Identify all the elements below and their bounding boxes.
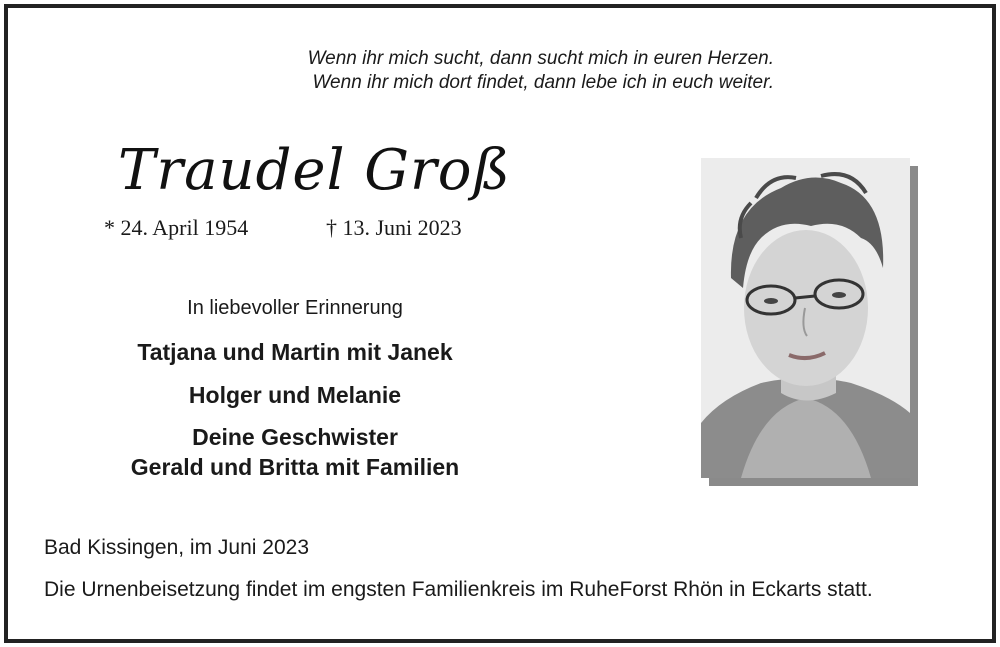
portrait-icon bbox=[701, 158, 910, 478]
deceased-name: Traudel Groß bbox=[118, 138, 511, 203]
death-date: † 13. Juni 2023 bbox=[326, 215, 462, 240]
mourner-family-2: Holger und Melanie bbox=[188, 382, 402, 408]
mourner-family-1: Tatjana und Martin mit Janek bbox=[137, 339, 453, 365]
birth-date: * 24. April 1954 bbox=[104, 215, 249, 240]
portrait-photo bbox=[701, 158, 910, 478]
remembrance-intro: In liebevoller Erinnerung bbox=[187, 297, 403, 319]
mourner-family-3: Deine Geschwister bbox=[192, 424, 398, 450]
quote-line-1: Wenn ihr mich sucht, dann sucht mich in euren Herzen. bbox=[307, 48, 774, 69]
quote-line-2: Wenn ihr mich dort findet, dann lebe ich in euch weiter. bbox=[312, 72, 774, 93]
place-and-date: Bad Kissingen, im Juni 2023 bbox=[44, 536, 309, 559]
mourner-family-4: Gerald und Britta mit Familien bbox=[130, 454, 460, 480]
burial-note: Die Urnenbeisetzung findet im engsten Familienkreis im RuheForst Rhön in Eckarts statt. bbox=[44, 578, 873, 601]
